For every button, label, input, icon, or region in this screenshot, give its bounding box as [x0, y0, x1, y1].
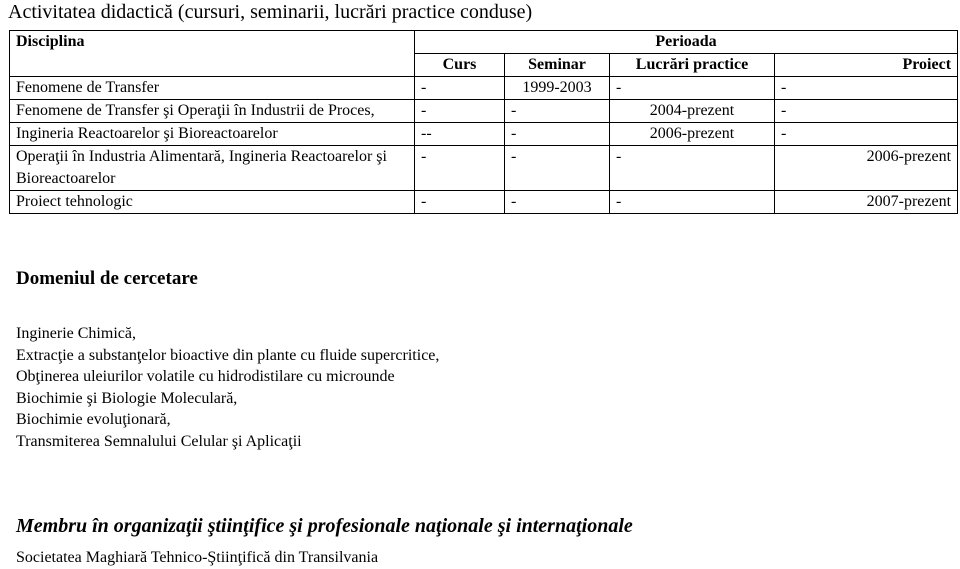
- cell-curs: -: [415, 100, 505, 123]
- cell-lucrari: -: [610, 77, 775, 100]
- cell-discipline: Fenomene de Transfer: [10, 77, 415, 100]
- cell-curs: --: [415, 123, 505, 146]
- cell-proiect: 2006-prezent: [775, 146, 958, 191]
- list-item: Societatea Maghiară Tehnico-Ştiinţifică din Transilvania: [16, 549, 379, 566]
- teaching-table: [9, 30, 958, 214]
- cell-seminar: 1999-2003: [505, 77, 610, 100]
- research-list: [16, 323, 439, 452]
- cell-curs: -: [415, 146, 505, 191]
- cell-seminar: -: [505, 146, 610, 191]
- header-discipline: Disciplina: [10, 31, 415, 77]
- table-row: [10, 146, 958, 191]
- header-proiect: Proiect: [775, 54, 958, 77]
- list-item: Inginerie Chimică,: [16, 325, 136, 342]
- table-row: [10, 100, 958, 123]
- cell-discipline: Fenomene de Transfer şi Operaţii în Industrii de Proces,: [10, 100, 415, 123]
- cell-lucrari: 2006-prezent: [610, 123, 775, 146]
- cell-seminar: -: [505, 191, 610, 214]
- cell-seminar: -: [505, 100, 610, 123]
- cell-lucrari: -: [610, 146, 775, 191]
- header-seminar: Seminar: [505, 54, 610, 77]
- table-row: [10, 123, 958, 146]
- cell-proiect: 2007-prezent: [775, 191, 958, 214]
- cell-discipline: Proiect tehnologic: [10, 191, 415, 214]
- cell-discipline: Ingineria Reactoarelor şi Bioreactoarelor: [10, 123, 415, 146]
- header-curs: Curs: [415, 54, 505, 77]
- list-item: Biochimie şi Biologie Moleculară,: [16, 389, 238, 407]
- cell-curs: -: [415, 191, 505, 214]
- list-item: Transmiterea Semnalului Celular şi Aplicaţii: [16, 432, 302, 450]
- cell-proiect: -: [775, 123, 958, 146]
- cell-curs: -: [415, 77, 505, 100]
- section-title-membership: Membru în organizaţii ştiinţifice şi profesionale naţionale şi internaţionale: [16, 515, 633, 537]
- header-lucrari: Lucrări practice: [610, 54, 775, 77]
- section-title-research: Domeniul de cercetare: [16, 268, 198, 289]
- table-row: [10, 191, 958, 214]
- cell-lucrari: -: [610, 191, 775, 214]
- cell-proiect: -: [775, 77, 958, 100]
- section-title-teaching: Activitatea didactică (cursuri, seminarii, lucrări practice conduse): [8, 1, 533, 23]
- cell-discipline: Operaţii în Industria Alimentară, Ingineria Reactoarelor şi Bioreactoarelor: [10, 146, 415, 191]
- cell-lucrari: 2004-prezent: [610, 100, 775, 123]
- list-item: Biochimie evoluţionară,: [16, 411, 171, 428]
- header-period: Perioada: [415, 31, 958, 54]
- table-header-row: [10, 31, 958, 54]
- table-row: [10, 77, 958, 100]
- cell-seminar: -: [505, 123, 610, 146]
- list-item: Obţinerea uleiurilor volatile cu hidrodistilare cu microunde: [16, 368, 395, 385]
- list-item: Extracţie a substanţelor bioactive din plante cu fluide supercritice,: [16, 346, 440, 364]
- cell-proiect: -: [775, 100, 958, 123]
